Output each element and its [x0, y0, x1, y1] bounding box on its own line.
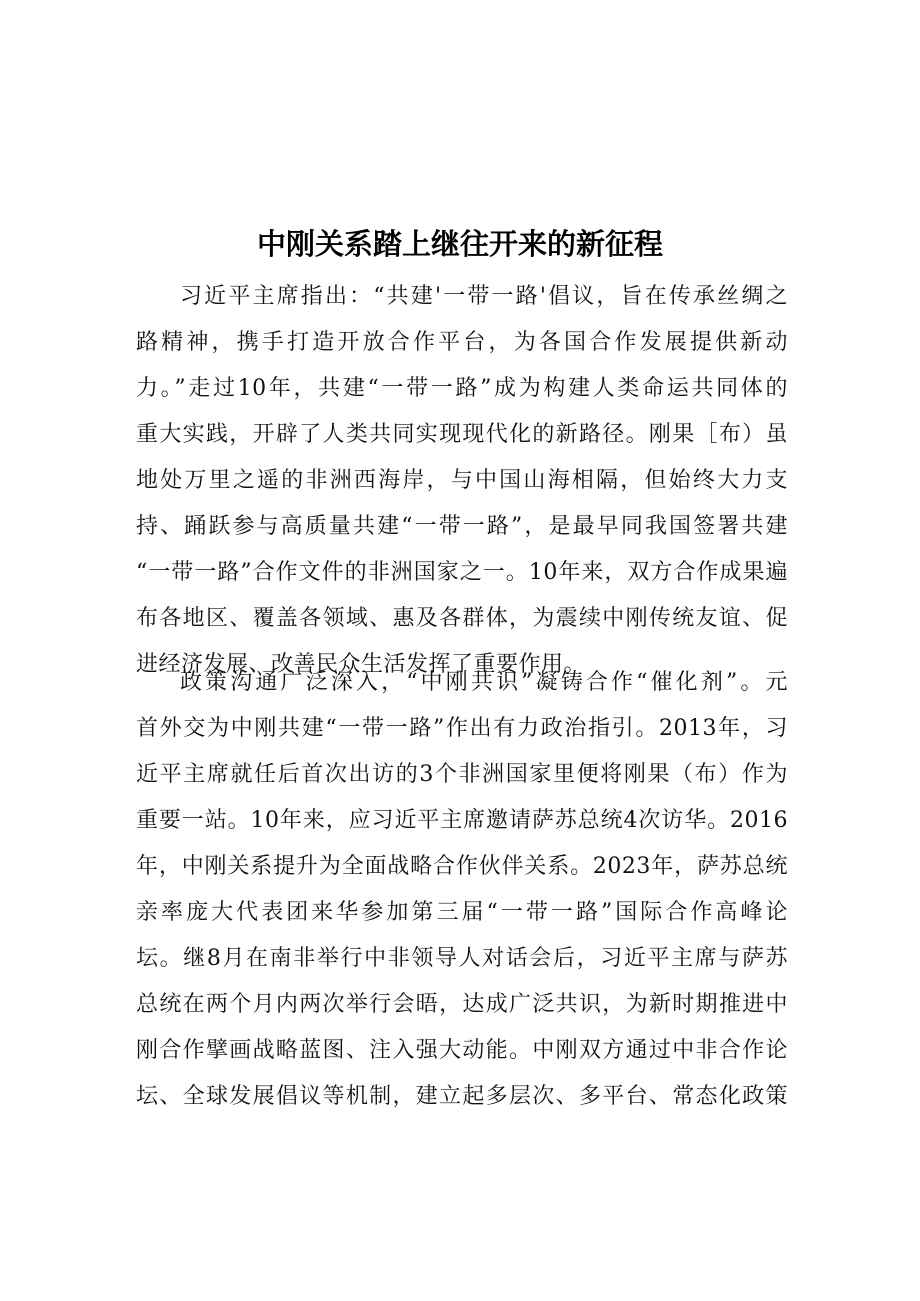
paragraph-line: 力。”走过10年，共建“一带一路”成为构建人类命运共同体的: [136, 376, 788, 401]
paragraph-line: 布各地区、覆盖各领域、惠及各群体，为震续中刚传统友谊、促: [136, 606, 788, 631]
paragraph-line: 地处万里之遥的非洲西海岸，与中国山海相隔，但始终大力支: [136, 468, 788, 493]
paragraph-line: 坛。继8月在南非举行中非领导人对话会后，习近平主席与萨苏: [136, 946, 788, 971]
paragraph-line: 进经济发展、改善民众生活发挥了重要作用。: [136, 652, 587, 677]
paragraph-line: 首外交为中刚共建“一带一路”作出有力政治指引。2013年，习: [136, 716, 788, 741]
paragraph-line: “一带一路”合作文件的非洲国家之一。10年来，双方合作成果遍: [136, 560, 788, 585]
paragraph-line: 持、踊跃参与高质量共建“一带一路”，是最早同我国签署共建: [136, 514, 788, 539]
paragraph-1: [136, 274, 788, 688]
paragraph-line: 坛、全球发展倡议等机制，建立起多层次、多平台、常态化政策: [136, 1084, 788, 1109]
paragraph-line: 习近平主席指出：“共建'一带一路'倡议，旨在传承丝绸之: [180, 284, 788, 309]
paragraph-line: 重大实践，开辟了人类共同实现现代化的新路径。刚果［布）虽: [136, 422, 788, 447]
paragraph-line: 年，中刚关系提升为全面战略合作伙伴关系。2023年，萨苏总统: [136, 854, 788, 879]
paragraph-line: 刚合作擘画战略蓝图、注入强大动能。中刚双方通过中非合作论: [136, 1038, 788, 1063]
paragraph-line: 总统在两个月内两次举行会晤，达成广泛共识，为新时期推进中: [136, 992, 788, 1017]
paragraph-line: 路精神，携手打造开放合作平台，为各国合作发展提供新动: [136, 330, 788, 355]
paragraph-line: 重要一站。10年来，应习近平主席邀请萨苏总统4次访华。2016: [136, 808, 788, 833]
paragraph-2: [136, 660, 788, 1120]
paragraph-line: 近平主席就任后首次出访的3个非洲国家里便将刚果（布）作为: [136, 762, 788, 787]
paragraph-line: 政策沟通广泛深入，“中刚共识”凝铸合作“催化剂”。元: [180, 670, 788, 695]
paragraph-line: 亲率庞大代表团来华参加第三届“一带一路”国际合作高峰论: [136, 900, 788, 925]
article-title: 中刚关系踏上继往开来的新征程: [256, 227, 663, 261]
